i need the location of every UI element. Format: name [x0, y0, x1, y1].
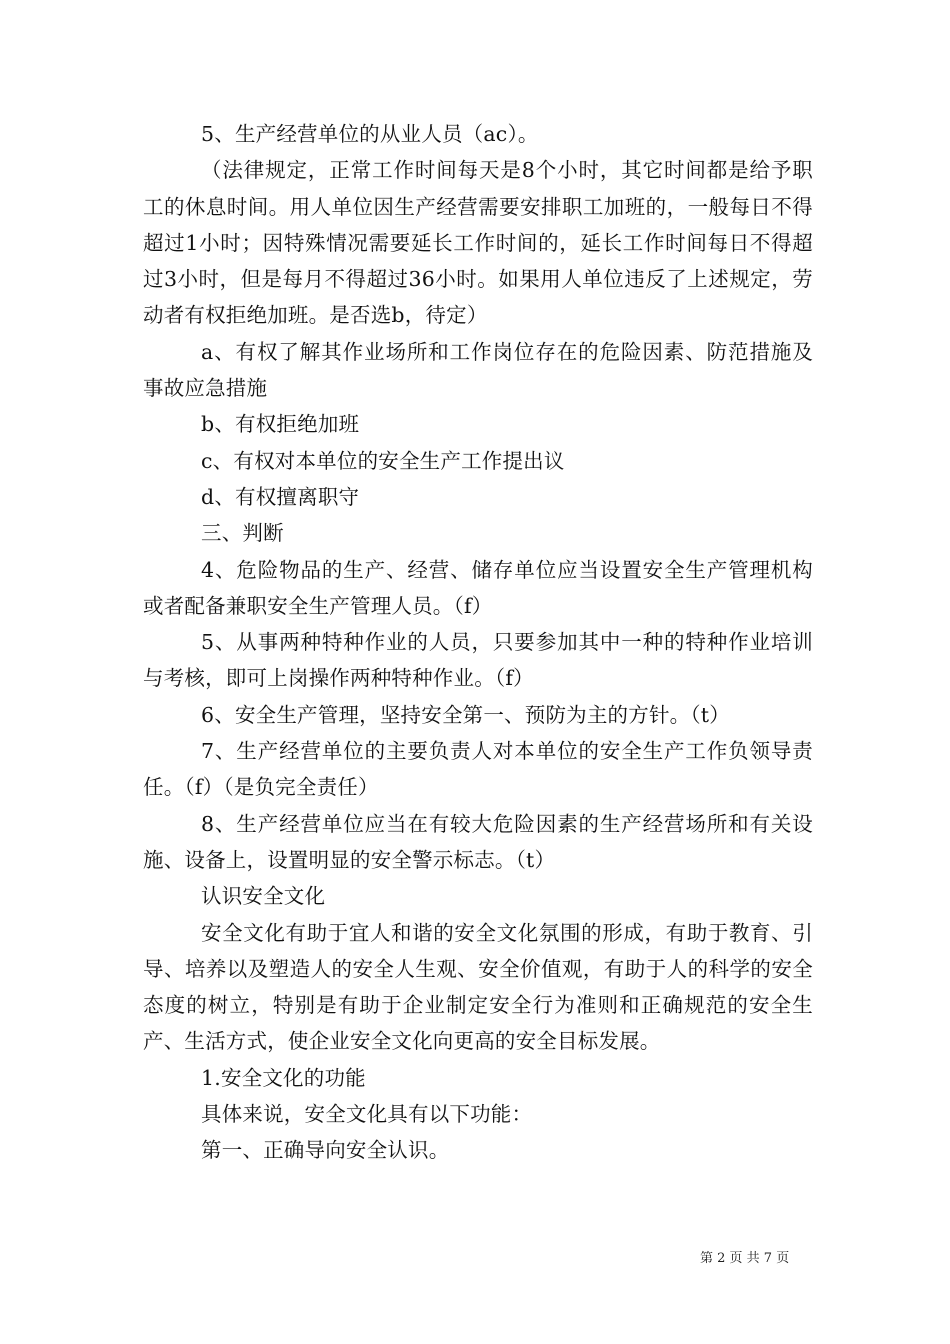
legal-note-paragraph: （法律规定，正常工作时间每天是8个小时，其它时间都是给予职工的休息时间。用人单位因生产经营需要安排职工加班的，一般每日不得超过1小时；因特殊情况需要延长工作时间的，延长工作时间每日不得超过3小时，但是每月不得超过36小时。如果用人单位违反了上述规定，劳动者有权拒绝加班。是否选b，待定） [143, 158, 813, 328]
section-heading-safety-culture: 认识安全文化 [201, 884, 326, 909]
option-d: d、有权擅离职守 [201, 484, 360, 509]
document-body [143, 116, 813, 1169]
judgement-item-8: 8、生产经营单位应当在有较大危险因素的生产经营场所和有关设施、设备上，设置明显的安全警示标志。（t） [143, 811, 813, 872]
option-c: c、有权对本单位的安全生产工作提出议 [201, 448, 565, 473]
page-number-footer: 第 2 页 共 7 页 [700, 1251, 790, 1266]
function-first: 第一、正确导向安全认识。 [201, 1138, 450, 1163]
judgement-item-5: 5、从事两种特种作业的人员，只要参加其中一种的特种作业培训与考核，即可上岗操作两种特种作业。（f） [143, 630, 813, 691]
judgement-item-7: 7、生产经营单位的主要负责人对本单位的安全生产工作负领导责任。（f）（是负完全责任） [143, 739, 813, 800]
subheading-functions: 1.安全文化的功能 [201, 1065, 366, 1090]
safety-culture-paragraph: 安全文化有助于宜人和谐的安全文化氛围的形成，有助于教育、引导、培养以及塑造人的安全人生观、安全价值观，有助于人的科学的安全态度的树立，特别是有助于企业制定安全行为准则和正确规范的安全生产、生活方式，使企业安全文化向更高的安全目标发展。 [143, 920, 813, 1054]
functions-intro: 具体来说，安全文化具有以下功能： [201, 1102, 533, 1127]
section-heading-judgement: 三、判断 [201, 521, 284, 546]
judgement-item-4: 4、危险物品的生产、经营、储存单位应当设置安全生产管理机构或者配备兼职安全生产管理人员。（f） [143, 557, 813, 618]
option-a: a、有权了解其作业场所和工作岗位存在的危险因素、防范措施及事故应急措施 [143, 339, 813, 401]
option-b: b、有权拒绝加班 [201, 412, 360, 437]
judgement-item-6: 6、安全生产管理，坚持安全第一、预防为主的方针。（t） [201, 702, 730, 727]
question-5-heading: 5、生产经营单位的从业人员（ac）。 [201, 122, 539, 146]
